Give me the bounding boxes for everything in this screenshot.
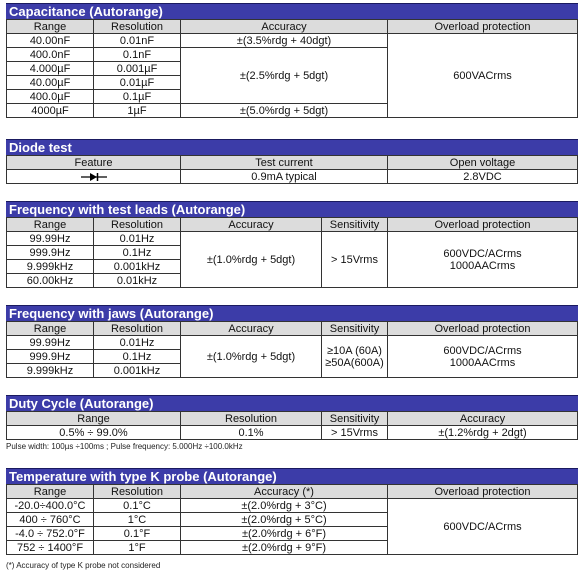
- header-range: Range: [7, 412, 181, 426]
- header-overload: Overload protection: [388, 20, 578, 34]
- resolution-cell: 0.1°C: [94, 499, 181, 513]
- table-row: [7, 34, 578, 48]
- accuracy-cell: ±(2.0%rdg + 3°C): [181, 499, 388, 513]
- header-feature: Feature: [7, 156, 181, 170]
- capacitance-table: [6, 19, 578, 118]
- range-cell: 99.99Hz: [7, 232, 94, 246]
- frequency-jaws-table: [6, 321, 578, 378]
- frequency-jaws-title: Frequency with jaws (Autorange): [6, 305, 578, 321]
- accuracy-cell: ±(1.2%rdg + 2dgt): [388, 426, 578, 440]
- header-test-current: Test current: [181, 156, 388, 170]
- table-row: [7, 499, 578, 513]
- range-cell: 40.00µF: [7, 76, 94, 90]
- header-resolution: Resolution: [94, 218, 181, 232]
- table-row: [7, 170, 578, 184]
- header-resolution: Resolution: [94, 20, 181, 34]
- resolution-cell: 1°F: [94, 541, 181, 555]
- table-header-row: [7, 218, 578, 232]
- header-overload: Overload protection: [388, 485, 578, 499]
- range-cell: 400 ÷ 760°C: [7, 513, 94, 527]
- overload-line-1: 600VDC/ACrms: [443, 247, 522, 260]
- header-accuracy: Accuracy (*): [181, 485, 388, 499]
- open-voltage-cell: 2.8VDC: [388, 170, 578, 184]
- header-open-voltage: Open voltage: [388, 156, 578, 170]
- sensitivity-cell: [322, 336, 388, 378]
- header-sensitivity: Sensitivity: [322, 412, 388, 426]
- frequency-leads-title: Frequency with test leads (Autorange): [6, 201, 578, 217]
- header-accuracy: Accuracy: [388, 412, 578, 426]
- resolution-cell: 0.1%: [181, 426, 322, 440]
- header-resolution: Resolution: [94, 322, 181, 336]
- overload-cell: 600VACrms: [388, 34, 578, 118]
- range-cell: 4.000µF: [7, 62, 94, 76]
- accuracy-cell: ±(2.5%rdg + 5dgt): [181, 48, 388, 104]
- range-cell: -20.0÷400.0°C: [7, 499, 94, 513]
- resolution-cell: 1µF: [94, 104, 181, 118]
- overload-line-1: 600VDC/ACrms: [443, 344, 522, 357]
- sensitivity-cell: > 15Vrms: [322, 426, 388, 440]
- resolution-cell: 0.1nF: [94, 48, 181, 62]
- header-accuracy: Accuracy: [181, 20, 388, 34]
- test-current-cell: 0.9mA typical: [181, 170, 388, 184]
- header-sensitivity: Sensitivity: [322, 218, 388, 232]
- header-resolution: Resolution: [94, 485, 181, 499]
- frequency-leads-table: [6, 217, 578, 288]
- frequency-leads-section: [6, 201, 578, 288]
- feature-cell: [7, 170, 181, 184]
- resolution-cell: 0.01Hz: [94, 336, 181, 350]
- resolution-cell: 0.1Hz: [94, 350, 181, 364]
- header-range: Range: [7, 218, 94, 232]
- diode-title: Diode test: [6, 139, 578, 155]
- table-row: [7, 426, 578, 440]
- resolution-cell: 0.01nF: [94, 34, 181, 48]
- header-overload: Overload protection: [388, 218, 578, 232]
- table-header-row: [7, 322, 578, 336]
- duty-cycle-section: [6, 395, 578, 440]
- sensitivity-cell: > 15Vrms: [322, 232, 388, 288]
- resolution-cell: 0.001µF: [94, 62, 181, 76]
- table-header-row: [7, 156, 578, 170]
- resolution-cell: 0.01Hz: [94, 232, 181, 246]
- resolution-cell: 0.01µF: [94, 76, 181, 90]
- table-row: [7, 232, 578, 246]
- header-range: Range: [7, 20, 94, 34]
- range-cell: 0.5% ÷ 99.0%: [7, 426, 181, 440]
- range-cell: 9.999kHz: [7, 364, 94, 378]
- resolution-cell: 0.1µF: [94, 90, 181, 104]
- overload-line-2: 1000AACrms: [449, 356, 516, 369]
- accuracy-cell: ±(2.0%rdg + 5°C): [181, 513, 388, 527]
- frequency-jaws-section: [6, 305, 578, 378]
- range-cell: 99.99Hz: [7, 336, 94, 350]
- accuracy-cell: ±(3.5%rdg + 40dgt): [181, 34, 388, 48]
- range-cell: 400.0µF: [7, 90, 94, 104]
- accuracy-cell: ±(2.0%rdg + 9°F): [181, 541, 388, 555]
- range-cell: 999.9Hz: [7, 246, 94, 260]
- table-header-row: [7, 412, 578, 426]
- header-resolution: Resolution: [181, 412, 322, 426]
- range-cell: 4000µF: [7, 104, 94, 118]
- table-row: [7, 336, 578, 350]
- accuracy-cell: ±(2.0%rdg + 6°F): [181, 527, 388, 541]
- resolution-cell: 1°C: [94, 513, 181, 527]
- diode-table: [6, 155, 578, 184]
- overload-cell: [388, 336, 578, 378]
- range-cell: 40.00nF: [7, 34, 94, 48]
- range-cell: 999.9Hz: [7, 350, 94, 364]
- temperature-table: [6, 484, 578, 555]
- resolution-cell: 0.001kHz: [94, 364, 181, 378]
- range-cell: -4.0 ÷ 752.0°F: [7, 527, 94, 541]
- accuracy-cell: ±(5.0%rdg + 5dgt): [181, 104, 388, 118]
- overload-cell: 600VDC/ACrms: [388, 499, 578, 555]
- range-cell: 400.0nF: [7, 48, 94, 62]
- diode-icon: [81, 172, 107, 182]
- capacitance-section: [6, 3, 578, 118]
- temperature-title: Temperature with type K probe (Autorange): [6, 468, 578, 484]
- resolution-cell: 0.1°F: [94, 527, 181, 541]
- temperature-section: [6, 468, 578, 555]
- duty-cycle-table: [6, 411, 578, 440]
- duty-cycle-note: Pulse width: 100µs ÷100ms ; Pulse frequency: 5.000Hz ÷100.0kHz: [6, 442, 243, 451]
- header-accuracy: Accuracy: [181, 218, 322, 232]
- range-cell: 752 ÷ 1400°F: [7, 541, 94, 555]
- sensitivity-line-1: ≥10A (60A): [327, 344, 382, 357]
- overload-line-2: 1000AACrms: [449, 259, 516, 272]
- range-cell: 9.999kHz: [7, 260, 94, 274]
- header-overload: Overload protection: [388, 322, 578, 336]
- header-accuracy: Accuracy: [181, 322, 322, 336]
- resolution-cell: 0.01kHz: [94, 274, 181, 288]
- capacitance-title: Capacitance (Autorange): [6, 3, 578, 19]
- table-header-row: [7, 20, 578, 34]
- table-header-row: [7, 485, 578, 499]
- resolution-cell: 0.001kHz: [94, 260, 181, 274]
- overload-cell: [388, 232, 578, 288]
- header-range: Range: [7, 322, 94, 336]
- range-cell: 60.00kHz: [7, 274, 94, 288]
- diode-section: [6, 139, 578, 184]
- header-sensitivity: Sensitivity: [322, 322, 388, 336]
- header-range: Range: [7, 485, 94, 499]
- accuracy-cell: ±(1.0%rdg + 5dgt): [181, 232, 322, 288]
- accuracy-cell: ±(1.0%rdg + 5dgt): [181, 336, 322, 378]
- temperature-note: (*) Accuracy of type K probe not considered: [6, 561, 161, 570]
- resolution-cell: 0.1Hz: [94, 246, 181, 260]
- sensitivity-line-2: ≥50A(600A): [325, 356, 384, 369]
- duty-cycle-title: Duty Cycle (Autorange): [6, 395, 578, 411]
